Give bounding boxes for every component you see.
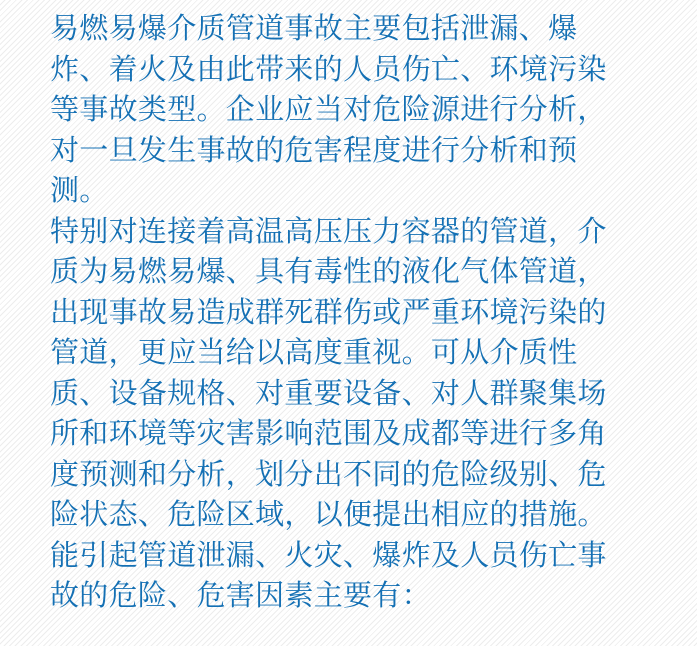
text-line: 险状态、危险区域，以便提出相应的措施。 xyxy=(50,497,607,531)
text-line: 质为易燃易爆、具有毒性的液化气体管道， xyxy=(50,254,607,288)
text-line: 质、设备规格、对重要设备、对人群聚集场 xyxy=(50,375,607,410)
text-line: 测。 xyxy=(50,173,109,207)
text-line: 管道，更应当给以高度重视。可从介质性 xyxy=(50,335,578,369)
text-line: 特别对连接着高温高压压力容器的管道，介 xyxy=(50,213,607,248)
text-line: 能引起管道泄漏、火灾、爆炸及人员伤亡事 xyxy=(50,537,607,572)
text-line: 度预测和分析，划分出不同的危险级别、危 xyxy=(50,456,607,491)
text-line: 故的危险、危害因素主要有： xyxy=(50,578,431,612)
text-line: 炸、着火及由此带来的人员伤亡、环境污染 xyxy=(50,51,607,86)
text-line: 所和环境等灾害影响范围及成都等进行多角 xyxy=(50,416,607,450)
paragraph-factors xyxy=(50,535,660,616)
text-line: 出现事故易造成群死群伤或严重环境污染的 xyxy=(50,294,607,329)
text-line: 等事故类型。企业应当对危险源进行分析， xyxy=(50,92,607,126)
text-line: 易燃易爆介质管道事故主要包括泄漏、爆 xyxy=(50,11,578,45)
article-body xyxy=(50,8,660,616)
content-frame xyxy=(6,0,687,646)
paragraph-intro xyxy=(50,8,660,211)
text-line: 对一旦发生事故的危害程度进行分析和预 xyxy=(50,132,578,167)
paragraph-details xyxy=(50,211,660,535)
